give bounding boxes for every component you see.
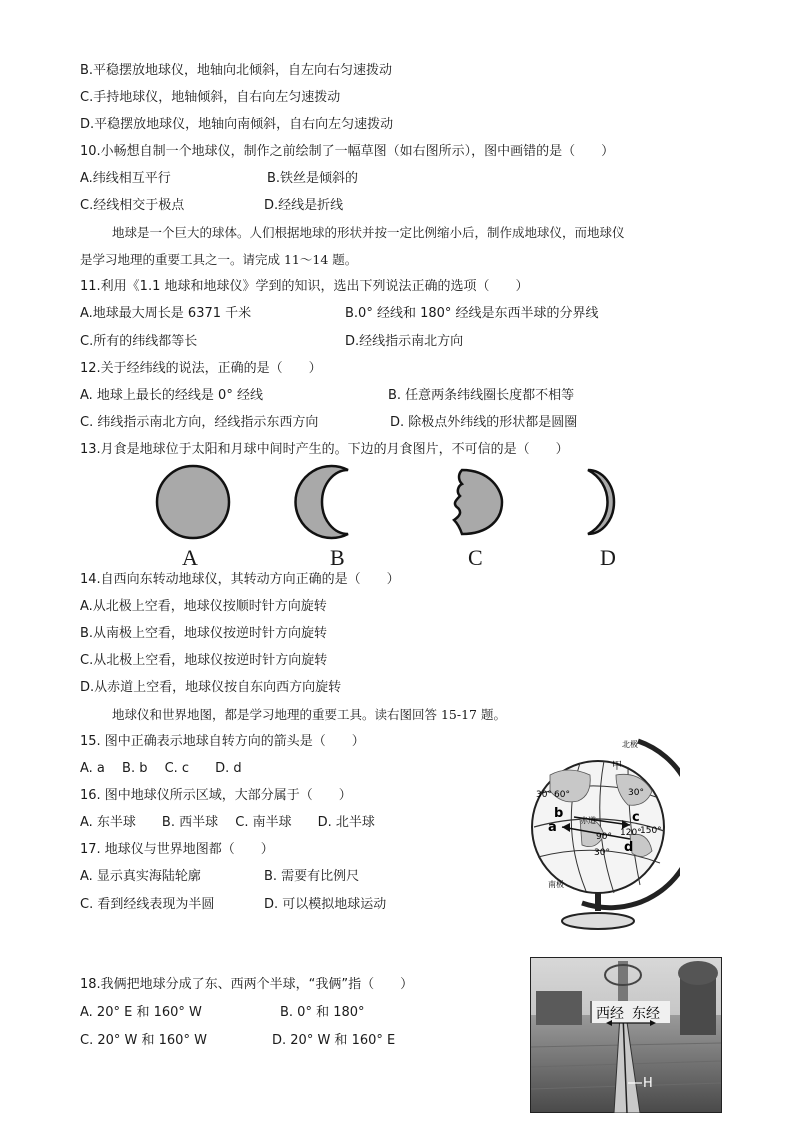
moon-b-shape <box>296 466 348 538</box>
moon-d-shape <box>588 470 614 534</box>
intro-paragraph-1: 地球是一个巨大的球体。人们根据地球的形状并按一定比例缩小后，制作成地球仪，而地球仪 <box>112 225 625 240</box>
photo-east-longitude-label: 东经 <box>632 1006 660 1022</box>
moon-phases-figure <box>140 462 660 542</box>
q15-options: A. a B. b C. c D. d <box>80 761 242 776</box>
q14-stem: 14.自西向东转动地球仪，其转动方向正确的是（ ） <box>80 572 400 587</box>
q14-option-a: A.从北极上空看，地球仪按顺时针方向旋转 <box>80 599 327 614</box>
globe-equator-label: 赤道 <box>580 816 596 825</box>
moon-label-a: A <box>182 545 198 570</box>
q17-option-c: C. 看到经线表现为半圆 <box>80 897 215 912</box>
q16-stem: 16. 图中地球仪所示区域，大部分属于（ ） <box>80 788 352 803</box>
q10-stem: 10.小畅想自制一个地球仪，制作之前绘制了一幅草图（如右图所示），图中画错的是（ ） <box>80 144 615 159</box>
q12-option-d: D. 除极点外纬线的形状都是圆圈 <box>390 415 578 430</box>
photo-h-label: H <box>643 1076 653 1091</box>
q12-option-c: C. 纬线指示南北方向，经线指示东西方向 <box>80 415 319 430</box>
q10-option-c: C.经线相交于极点 <box>80 198 185 213</box>
q12-option-a: A. 地球上最长的经线是 0° 经线 <box>80 388 263 403</box>
q14-option-c: C.从北极上空看，地球仪按逆时针方向旋转 <box>80 653 328 668</box>
moon-label-b: B <box>330 545 345 570</box>
q11-option-d: D.经线指示南北方向 <box>345 334 464 349</box>
q12-option-b: B. 任意两条纬线圈长度都不相等 <box>388 388 575 403</box>
q14-option-d: D.从赤道上空看，地球仪按自东向西方向旋转 <box>80 680 342 695</box>
q17-option-d: D. 可以模拟地球运动 <box>264 897 387 912</box>
q9-option-c: C.手持地球仪，地轴倾斜，自右向左匀速拨动 <box>80 90 341 105</box>
q11-option-a: A.地球最大周长是 6371 千米 <box>80 306 252 321</box>
globe-figure <box>520 735 680 935</box>
moon-label-d: D <box>600 545 616 570</box>
globe-arrow-b-label: b <box>554 806 564 821</box>
q16-options: A. 东半球 B. 西半球 C. 南半球 D. 北半球 <box>80 815 375 830</box>
globe-arrow-c-label: c <box>632 810 640 825</box>
q18-option-c: C. 20° W 和 160° W <box>80 1033 207 1048</box>
moon-c-shape <box>454 470 502 534</box>
q15-stem: 15. 图中正确表示地球自转方向的箭头是（ ） <box>80 734 365 749</box>
q9-option-b: B.平稳摆放地球仪，地轴向北倾斜，自左向右匀速拨动 <box>80 63 393 78</box>
globe-lon120-label: 120° <box>620 828 642 838</box>
q11-option-b: B.0° 经线和 180° 经线是东西半球的分界线 <box>345 306 599 321</box>
q11-stem: 11.利用《1.1 地球和地球仪》学到的知识，选出下列说法正确的选项（ ） <box>80 279 529 294</box>
q18-option-a: A. 20° E 和 160° W <box>80 1005 202 1020</box>
q18-option-d: D. 20° W 和 160° E <box>272 1033 396 1048</box>
q18-option-b: B. 0° 和 180° <box>280 1005 365 1020</box>
globe-lon90-label: 90° <box>596 832 612 842</box>
photo-west-longitude-label: 西经 <box>596 1006 624 1022</box>
q17-option-a: A. 显示真实海陆轮廓 <box>80 869 201 884</box>
globe-jia-label: 甲 <box>612 761 622 772</box>
globe-south-pole-label: 南极 <box>548 880 564 889</box>
q14-option-b: B.从南极上空看，地球仪按逆时针方向旋转 <box>80 626 328 641</box>
globe-arrow-a-label: a <box>548 820 557 835</box>
q13-stem: 13.月食是地球位于太阳和月球中间时产生的。下边的月食图片，不可信的是（ ） <box>80 442 569 457</box>
intro-paragraph-2: 地球仪和世界地图，都是学习地理的重要工具。读右图回答 15-17 题。 <box>112 707 506 722</box>
globe-lat30-n2-label: 30° <box>628 788 644 798</box>
globe-lon60-label: 60° <box>554 790 570 800</box>
q18-stem: 18.我俩把地球分成了东、西两个半球，“我俩”指（ ） <box>80 977 414 992</box>
q17-option-b: B. 需要有比例尺 <box>264 869 360 884</box>
q11-option-c: C.所有的纬线都等长 <box>80 334 198 349</box>
globe-arrow-d-label: d <box>624 840 634 855</box>
globe-north-pole-label: 北极 <box>622 740 638 749</box>
globe-lon150-label: 150° <box>640 826 662 836</box>
q9-option-d: D.平稳摆放地球仪，地轴向南倾斜，自右向左匀速拨动 <box>80 117 394 132</box>
q12-stem: 12.关于经纬线的说法，正确的是（ ） <box>80 361 322 376</box>
meridian-photo <box>530 957 722 1113</box>
moon-label-c: C <box>468 545 483 570</box>
globe-lat30-s-label: 30° <box>594 848 610 858</box>
q10-option-d: D.经线是折线 <box>264 198 344 213</box>
intro-paragraph-1-cont: 是学习地理的重要工具之一。请完成 11～14 题。 <box>80 252 358 267</box>
moon-a-shape <box>157 466 229 538</box>
globe-lat30-n-label: 30° <box>536 790 552 800</box>
q10-option-a: A.纬线相互平行 <box>80 171 171 186</box>
q10-option-b: B.铁丝是倾斜的 <box>267 171 359 186</box>
q17-stem: 17. 地球仪与世界地图都（ ） <box>80 842 274 857</box>
